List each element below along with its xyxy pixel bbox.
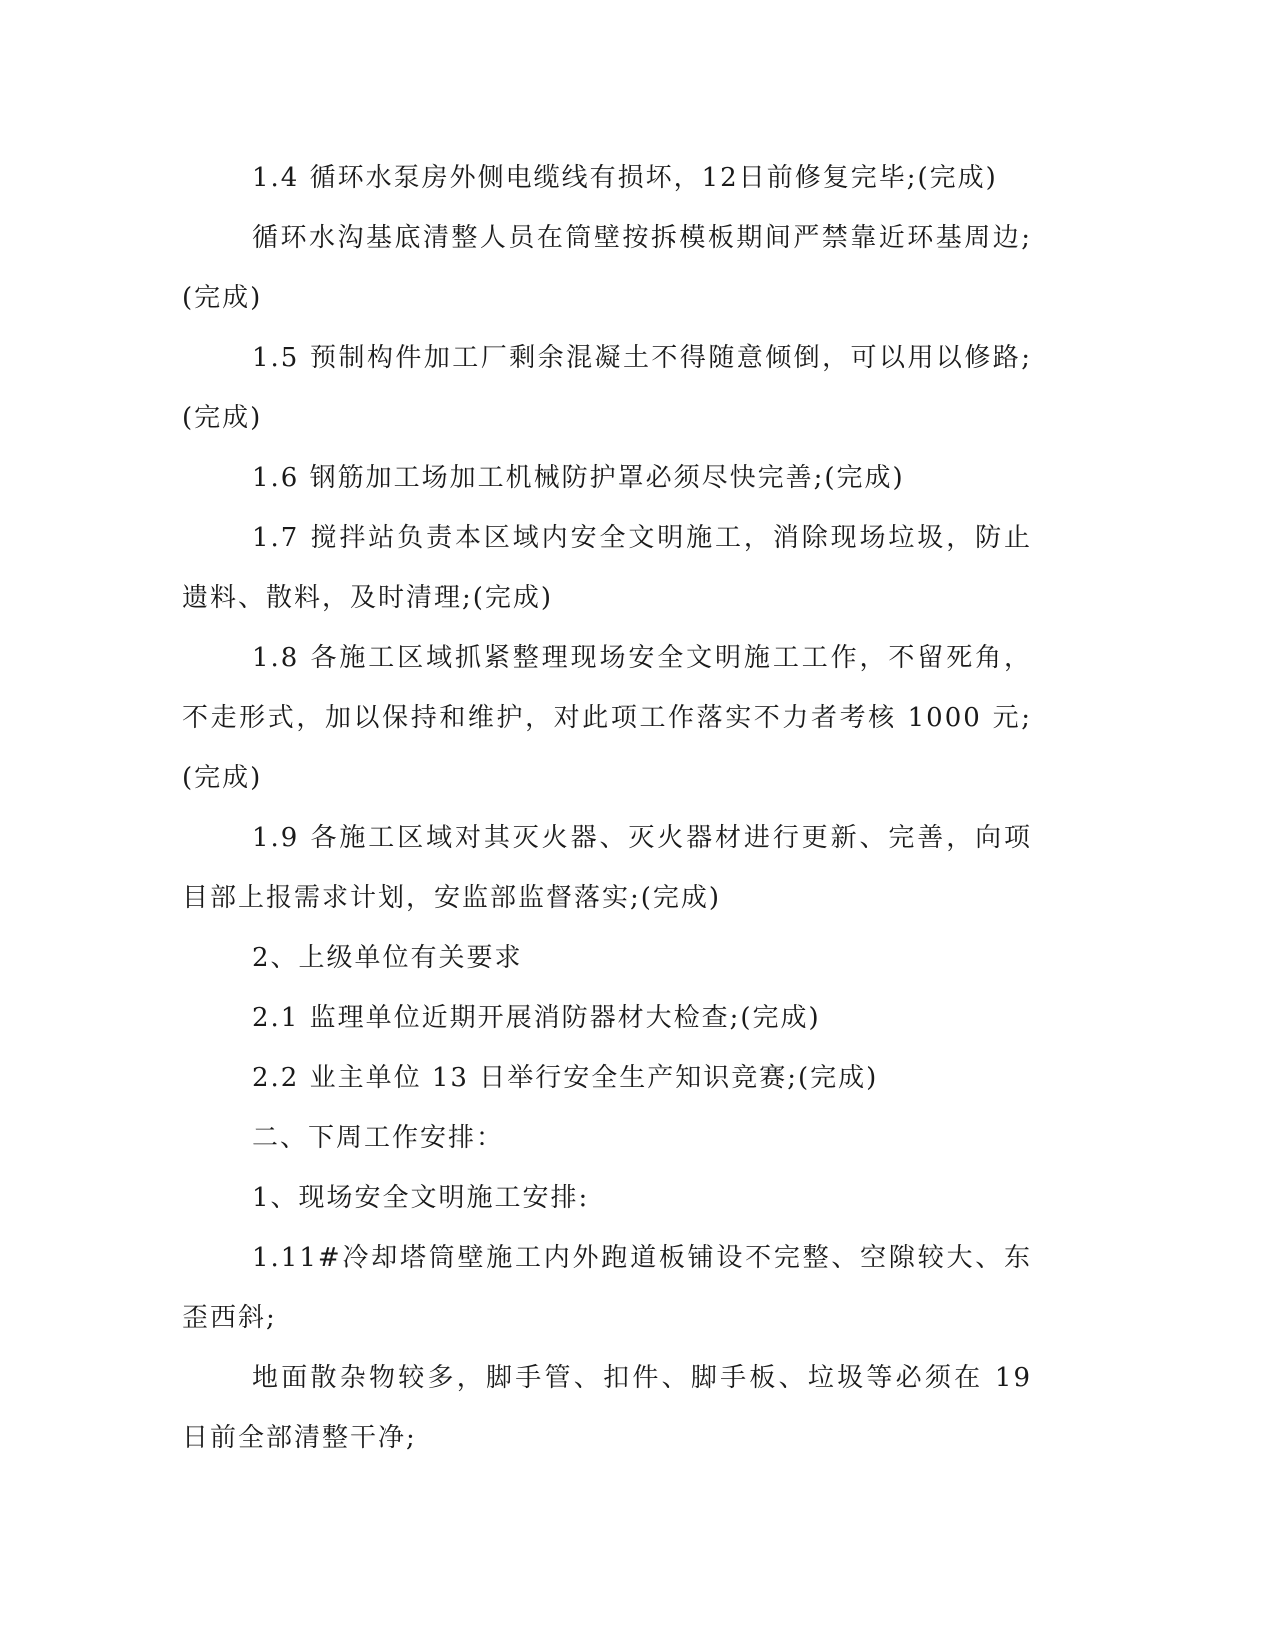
paragraph-1-6: 1.6 钢筋加工场加工机械防护罩必须尽快完善;(完成): [252, 463, 905, 493]
subsection-heading-site-safety: 1、现场安全文明施工安排:: [252, 1183, 590, 1213]
section-heading-superior-requirements: 2、上级单位有关要求: [252, 943, 523, 973]
paragraph-1-9: 1.9 各施工区域对其灭火器、灭火器材进行更新、完善，向项目部上报需求计划，安监部监督落实;(完成): [182, 823, 1032, 913]
paragraph-2-2: 2.2 业主单位 13 日举行安全生产知识竞赛;(完成): [252, 1063, 879, 1093]
paragraph-1-8: 1.8 各施工区域抓紧整理现场安全文明施工工作，不留死角，不走形式，加以保持和维护，对此项工作落实不力者考核 1000 元;(完成): [182, 643, 1032, 793]
document-body: [182, 148, 1032, 1468]
paragraph-1-5: 1.5 预制构件加工厂剩余混凝土不得随意倾倒，可以用以修路;(完成): [182, 343, 1032, 433]
paragraph-1-1-cooling-tower: 1.11#冷却塔筒壁施工内外跑道板铺设不完整、空隙较大、东歪西斜;: [182, 1243, 1032, 1333]
paragraph-ground-debris: 地面散杂物较多，脚手管、扣件、脚手板、垃圾等必须在 19 日前全部清整干净;: [182, 1363, 1032, 1453]
paragraph-trench-cleanup: 循环水沟基底清整人员在筒壁按拆模板期间严禁靠近环基周边;(完成): [182, 223, 1032, 313]
paragraph-1-7: 1.7 搅拌站负责本区域内安全文明施工，消除现场垃圾，防止遗料、散料，及时清理;(完成): [182, 523, 1032, 613]
section-heading-next-week: 二、下周工作安排：: [252, 1123, 505, 1153]
paragraph-1-4: 1.4 循环水泵房外侧电缆线有损坏，12日前修复完毕;(完成): [252, 163, 998, 193]
paragraph-2-1: 2.1 监理单位近期开展消防器材大检查;(完成): [252, 1003, 821, 1033]
